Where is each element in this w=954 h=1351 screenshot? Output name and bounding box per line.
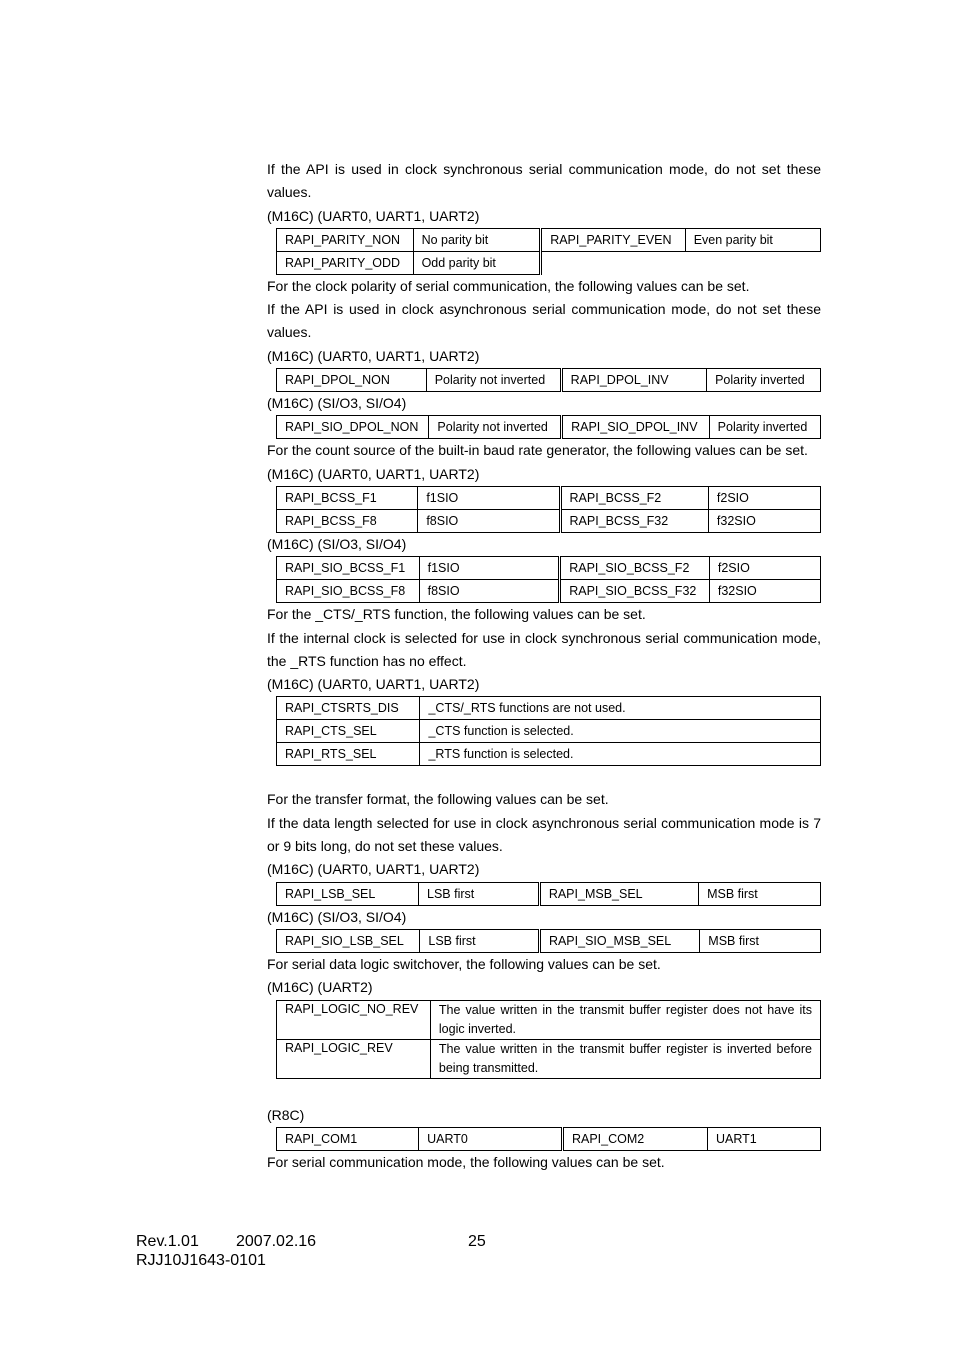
- table-cell: Polarity inverted: [709, 416, 820, 439]
- page-content: [267, 158, 821, 1174]
- table-cell: RAPI_COM2: [562, 1127, 707, 1150]
- table-row: [277, 743, 821, 766]
- section-label: (M16C) (UART0, UART1, UART2): [267, 465, 480, 482]
- table-cell: RAPI_BCSS_F8: [277, 509, 418, 532]
- table-cell: LSB first: [419, 882, 540, 905]
- table-cell: RAPI_DPOL_NON: [277, 369, 427, 392]
- table-cell: _RTS function is selected.: [420, 743, 821, 766]
- section-label: (M16C) (UART0, UART1, UART2): [267, 861, 480, 878]
- page-number: 25: [468, 1233, 486, 1250]
- table-cell: RAPI_RTS_SEL: [277, 743, 420, 766]
- table-cell: RAPI_LOGIC_REV: [277, 1039, 431, 1078]
- table-cell: RAPI_SIO_BCSS_F8: [277, 580, 420, 603]
- table-row: [277, 228, 821, 251]
- table-cell: RAPI_DPOL_INV: [561, 369, 706, 392]
- table-row: [277, 486, 821, 509]
- lsb-table: [276, 882, 821, 906]
- table-cell: UART0: [419, 1127, 563, 1150]
- table-cell: MSB first: [699, 882, 821, 905]
- section-label: (M16C) (UART0, UART1, UART2): [267, 676, 480, 693]
- paragraph: If the API is used in clock synchronous serial communication mode, do not set these values.: [267, 161, 821, 201]
- table-row: [277, 509, 821, 532]
- section-label: (M16C) (UART0, UART1, UART2): [267, 207, 480, 224]
- table-row: [277, 720, 821, 743]
- table-cell: RAPI_SIO_LSB_SEL: [277, 929, 420, 952]
- table-cell: RAPI_LOGIC_NO_REV: [277, 1000, 431, 1039]
- table-cell: _CTS function is selected.: [420, 720, 821, 743]
- table-cell: RAPI_BCSS_F32: [560, 509, 708, 532]
- table-cell: f1SIO: [419, 557, 560, 580]
- table-cell: RAPI_CTS_SEL: [277, 720, 420, 743]
- revision-date: 2007.02.16: [236, 1233, 317, 1250]
- table-cell: No parity bit: [413, 228, 541, 251]
- table-cell: RAPI_PARITY_NON: [277, 228, 414, 251]
- com-table: [276, 1127, 821, 1151]
- table-cell: MSB first: [700, 929, 821, 952]
- table-row: [277, 580, 821, 603]
- table-cell: f2SIO: [709, 557, 820, 580]
- paragraph: For serial data logic switchover, the following values can be set.: [267, 955, 661, 972]
- table-row: [277, 882, 821, 905]
- table-row: [277, 416, 821, 439]
- table-cell: LSB first: [420, 929, 540, 952]
- spacer: [267, 1079, 821, 1104]
- sio-dpol-table: [276, 415, 821, 439]
- section-label: (M16C) (SI/O3, SI/O4): [267, 395, 407, 412]
- table-cell: Polarity not inverted: [429, 416, 562, 439]
- table-cell-empty: [541, 251, 821, 274]
- table-cell: RAPI_COM1: [277, 1127, 419, 1150]
- section-label: (M16C) (UART2): [267, 979, 373, 996]
- table-cell: RAPI_PARITY_ODD: [277, 251, 414, 274]
- table-cell: Polarity not inverted: [426, 369, 561, 392]
- table-cell: f8SIO: [419, 580, 560, 603]
- table-row: [277, 1127, 821, 1150]
- paragraph: For serial communication mode, the following values can be set.: [267, 1153, 665, 1170]
- paragraph: If the internal clock is selected for use in clock synchronous serial communication mode, the _RTS function has no effect.: [267, 629, 821, 669]
- paragraph: If the API is used in clock asynchronous serial communication mode, do not set these values.: [267, 301, 821, 341]
- table-cell: f32SIO: [709, 580, 820, 603]
- table-cell: The value written in the transmit buffer register is inverted before being transmitted.: [430, 1039, 820, 1078]
- table-row: [277, 369, 821, 392]
- spacer: [267, 766, 821, 788]
- table-row: [277, 1000, 821, 1039]
- table-row: [277, 1039, 821, 1078]
- table-cell: UART1: [707, 1127, 820, 1150]
- section-label: (M16C) (SI/O3, SI/O4): [267, 908, 407, 925]
- revision-label: Rev.1.01: [136, 1233, 199, 1250]
- table-cell: RAPI_SIO_BCSS_F1: [277, 557, 420, 580]
- table-cell: The value written in the transmit buffer register does not have its logic inverted.: [430, 1000, 820, 1039]
- paragraph: For the transfer format, the following values can be set.: [267, 791, 609, 808]
- table-cell: RAPI_MSB_SEL: [539, 882, 698, 905]
- table-cell: f1SIO: [418, 486, 560, 509]
- table-row: [277, 929, 821, 952]
- sio-lsb-table: [276, 929, 821, 953]
- sio-bcss-table: [276, 556, 821, 603]
- section-label: (M16C) (SI/O3, SI/O4): [267, 535, 407, 552]
- table-cell: RAPI_SIO_DPOL_NON: [277, 416, 429, 439]
- table-cell: RAPI_BCSS_F2: [560, 486, 708, 509]
- table-cell: Polarity inverted: [707, 369, 821, 392]
- table-cell: RAPI_PARITY_EVEN: [541, 228, 686, 251]
- table-cell: RAPI_BCSS_F1: [277, 486, 418, 509]
- document-id: RJJ10J1643-0101: [136, 1252, 266, 1269]
- paragraph: For the count source of the built-in baud rate generator, the following values can be set.: [267, 442, 808, 459]
- paragraph: For the _CTS/_RTS function, the following values can be set.: [267, 606, 646, 623]
- table-cell: RAPI_CTSRTS_DIS: [277, 697, 420, 720]
- parity-table: [276, 228, 821, 275]
- table-cell: _CTS/_RTS functions are not used.: [420, 697, 821, 720]
- table-cell: RAPI_SIO_MSB_SEL: [539, 929, 699, 952]
- table-cell: RAPI_SIO_BCSS_F2: [560, 557, 710, 580]
- table-cell: RAPI_LSB_SEL: [277, 882, 419, 905]
- table-row: [277, 251, 821, 274]
- ctsrts-table: [276, 696, 821, 766]
- table-row: [277, 697, 821, 720]
- dpol-table: [276, 368, 821, 392]
- table-cell: f8SIO: [418, 509, 560, 532]
- section-label: (R8C): [267, 1106, 305, 1123]
- table-cell: Odd parity bit: [413, 251, 541, 274]
- logic-table: [276, 1000, 821, 1079]
- paragraph: If the data length selected for use in clock asynchronous serial communication mode is 7 or 9 bits long, do not set these values.: [267, 814, 821, 855]
- table-cell: RAPI_SIO_DPOL_INV: [562, 416, 710, 439]
- table-row: [277, 557, 821, 580]
- table-cell: Even parity bit: [685, 228, 820, 251]
- table-cell: f2SIO: [708, 486, 820, 509]
- table-cell: RAPI_SIO_BCSS_F32: [560, 580, 710, 603]
- table-cell: f32SIO: [708, 509, 820, 532]
- section-label: (M16C) (UART0, UART1, UART2): [267, 347, 480, 364]
- bcss-table: [276, 486, 821, 533]
- paragraph: For the clock polarity of serial communication, the following values can be set.: [267, 277, 750, 294]
